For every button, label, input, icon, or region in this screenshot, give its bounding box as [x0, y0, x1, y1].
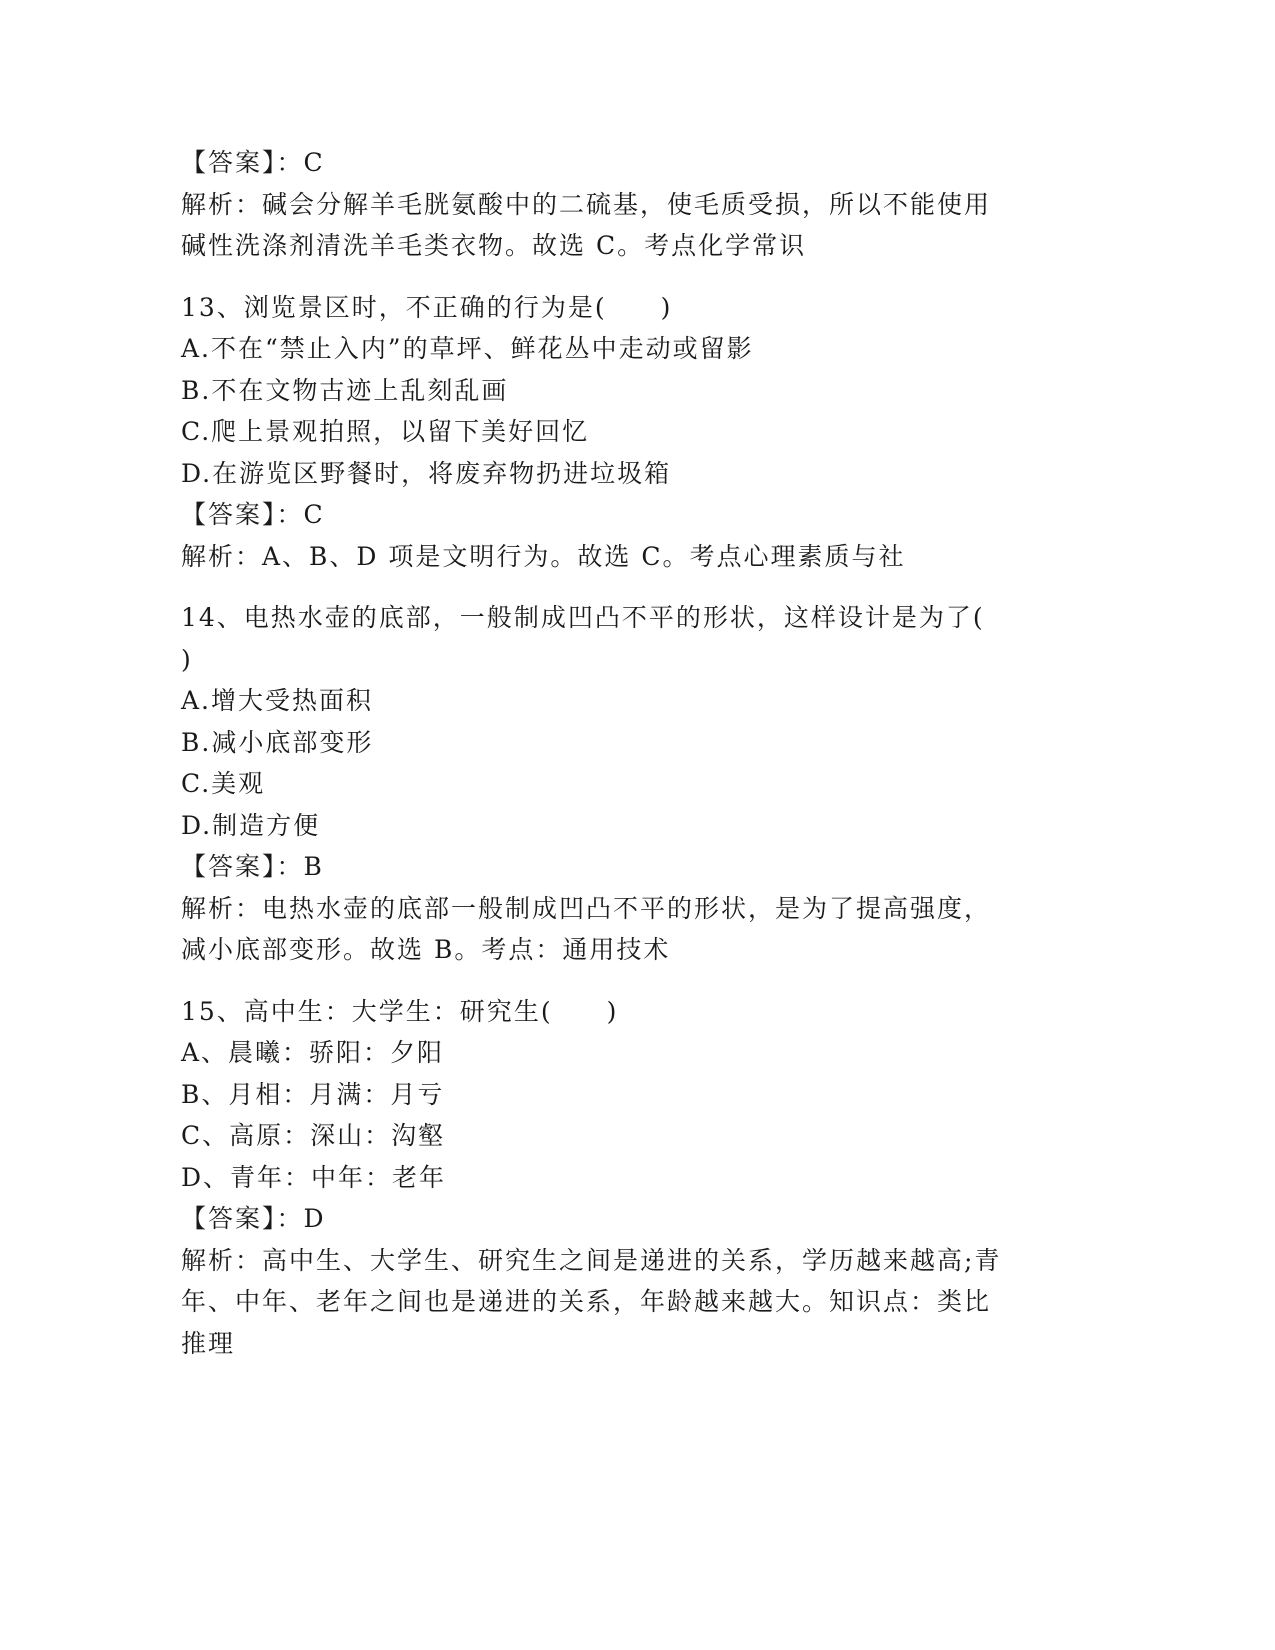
option-c: C、高原：深山：沟壑 — [181, 1121, 446, 1150]
question-text: 15、高中生：大学生：研究生( ) — [181, 996, 619, 1026]
option-d: D.在游览区野餐时，将废弃物扔进垃圾箱 — [181, 458, 672, 488]
option-b: B.减小底部变形 — [181, 727, 374, 757]
answer-line: 【答案】：B — [181, 852, 324, 881]
analysis-line: 年、中年、老年之间也是递进的关系，年龄越来越大。知识点：类比 — [181, 1287, 992, 1316]
option-c: C.美观 — [181, 769, 266, 798]
option-a: A、晨曦：骄阳：夕阳 — [181, 1038, 445, 1067]
analysis-line: 解析：电热水壶的底部一般制成凹凸不平的形状，是为了提高强度， — [181, 893, 992, 923]
answer-line: 【答案】：C — [181, 148, 325, 177]
option-a: A.增大受热面积 — [181, 686, 374, 715]
analysis-line: 减小底部变形。故选 B。考点：通用技术 — [181, 935, 671, 964]
question-block-13 — [181, 287, 1061, 578]
spacer — [181, 577, 1061, 597]
option-b: B、月相：月满：月亏 — [181, 1079, 445, 1109]
answer-line: 【答案】：C — [181, 500, 325, 529]
analysis-line: 解析：A、B、D 项是文明行为。故选 C。考点心理素质与社 — [181, 541, 906, 571]
spacer — [181, 971, 1061, 991]
option-a: A.不在“禁止入内”的草坪、鲜花丛中走动或留影 — [181, 334, 754, 363]
document-body — [181, 142, 1061, 1364]
analysis-line: 碱性洗涤剂清洗羊毛类衣物。故选 C。考点化学常识 — [181, 231, 807, 260]
answer-line: 【答案】：D — [181, 1204, 326, 1233]
option-d: D、青年：中年：老年 — [181, 1162, 447, 1192]
spacer — [181, 267, 1061, 287]
option-d: D.制造方便 — [181, 810, 321, 840]
question-text: 13、浏览景区时，不正确的行为是( ) — [181, 292, 673, 322]
question-block-14 — [181, 597, 1061, 971]
analysis-line: 解析：高中生、大学生、研究生之间是递进的关系，学历越来越高;青 — [181, 1245, 1002, 1275]
option-c: C.爬上景观拍照，以留下美好回忆 — [181, 417, 590, 446]
question-text-continued: ) — [181, 644, 193, 674]
question-text: 14、电热水壶的底部，一般制成凹凸不平的形状，这样设计是为了( — [181, 603, 985, 632]
question-block-12 — [181, 142, 1061, 267]
question-block-15 — [181, 991, 1061, 1365]
analysis-line: 解析：碱会分解羊毛胱氨酸中的二硫基，使毛质受损，所以不能使用 — [181, 189, 992, 219]
analysis-line: 推理 — [181, 1328, 236, 1358]
option-b: B.不在文物古迹上乱刻乱画 — [181, 375, 509, 405]
